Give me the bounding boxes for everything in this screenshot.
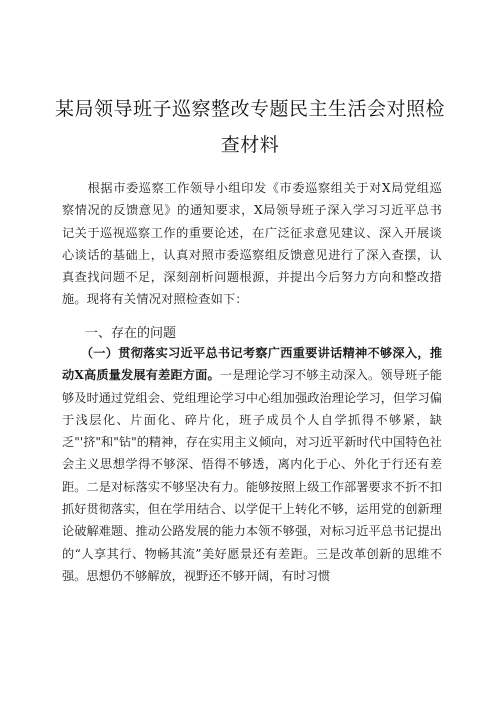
subsection-heading: （一）贯彻落实习近平总书记考察广西重要讲话精神不够深入，推动X高质量发展有差距方面。	[62, 346, 443, 383]
subsection-paragraph	[62, 342, 442, 587]
document-title-line2: 查材料	[220, 134, 280, 156]
intro-paragraph: 根据市委巡察工作领导小组印发《市委巡察组关于对X局党组巡察情况的反馈意见》的通知要求，X局领导班子深入学习习近平总书记关于巡视巡察工作的重要论述，在广泛征求意见建议、深入开展谈心谈话的基础上，认真对照市委巡察组反馈意见进行了深入查摆，认真查找问题不足，深刻剖析问题根源，并提出今后努力方向和整改措施。现将有关情况对照检查如下：	[62, 181, 442, 307]
section-heading-problems: 一、存在的问题	[85, 326, 177, 341]
subsection-body: 一是理论学习不够主动深入。领导班子能够及时通过党组会、党组理论学习中心组加强政治理论学习，但学习偏于浅层化、片面化、碎片化，班子成员个人自学抓得不够紧，缺乏"'挤"和"钻"的精神，存在实用主义倾向，对习近平新时代中国特色社会主义思想学得不够深、悟得不够透，离内化于心、外化于行还有差距。二是对标落实不够坚决有力。能够按照上级工作部署要求不折不扣抓好贯彻落实，但在学用结合、以学促干上转化不够，运用党的创新理论破解难题、推动公路发展的能力本领不够强，对标习近平总书记提出的“人享其行、物畅其流”美好愿景还有差距。三是改革创新的思维不强。思想仍不够解放，视野还不够开阔，有时习惯	[62, 368, 442, 583]
document-title-line1: 某局领导班子巡察整改专题民主生活会对照检	[54, 98, 445, 120]
